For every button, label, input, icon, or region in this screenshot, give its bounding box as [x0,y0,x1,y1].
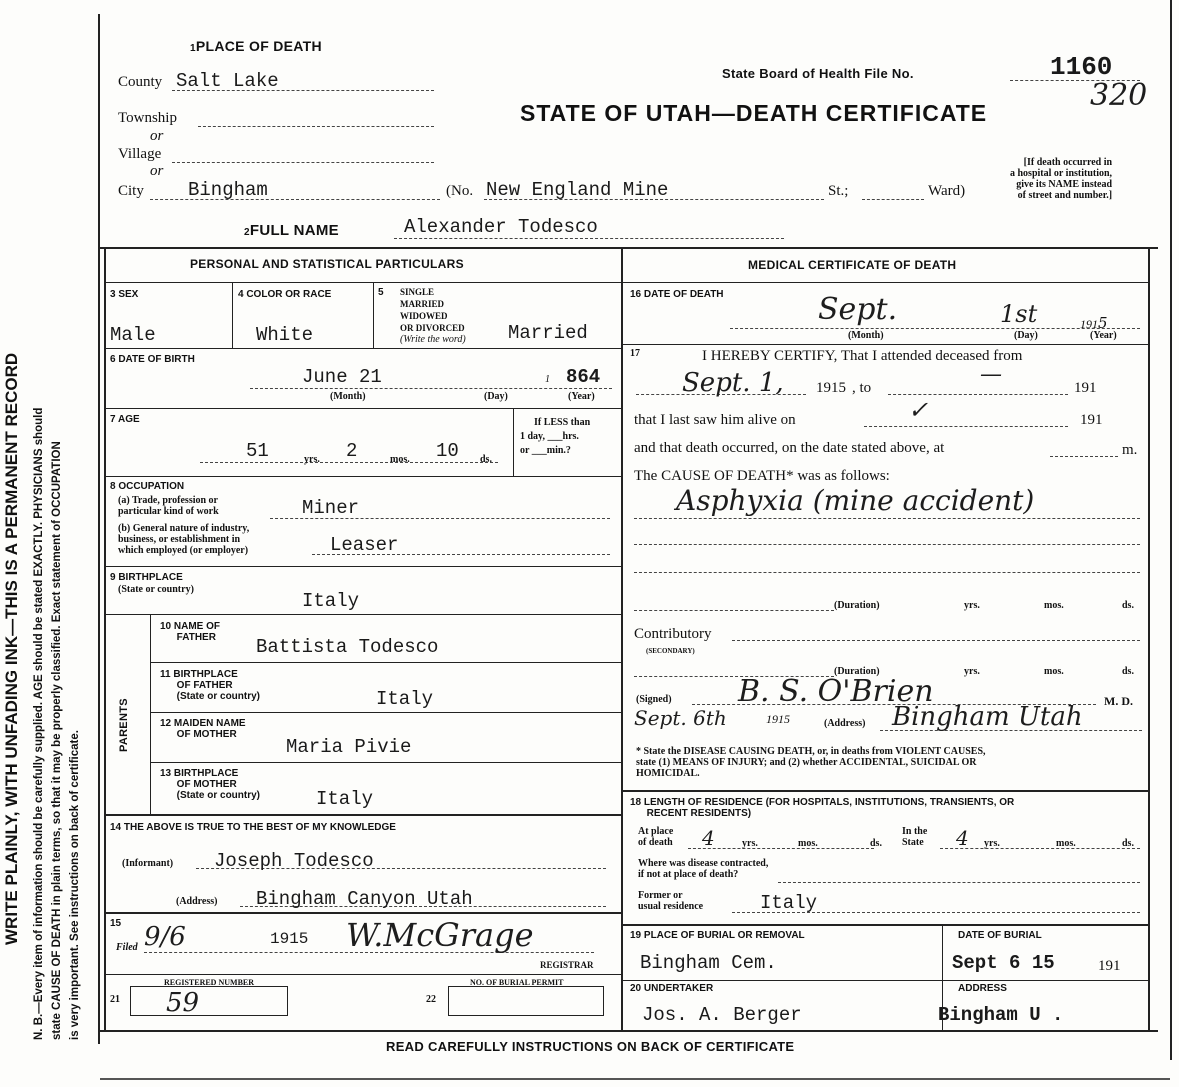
former-residence-value: Italy [760,892,818,914]
dob-day-caption: (Day) [484,391,508,402]
burial-date-year: 191 [1098,958,1121,974]
registrar-label: REGISTRAR [540,960,594,970]
burial-permit-label: NO. OF BURIAL PERMIT [470,978,564,987]
side-note-3: is very important. See instructions on back of certificate. [69,730,81,1040]
dod-year-caption: (Year) [1090,330,1117,341]
dod-label: 16 DATE OF DEATH [630,289,724,300]
registered-number-label: REGISTERED NUMBER [164,978,255,987]
at-place-yrs-cap: yrs. [742,838,758,849]
at-place-label: At place of death [638,826,674,848]
filed-label: Filed [116,942,138,953]
age-months: 2 [346,440,358,462]
side-warning: WRITE PLAINLY, WITH UNFADING INK—THIS IS A PERMANENT RECORD [2,352,21,945]
city-label: City [118,183,144,199]
last-saw-value: ✓ [908,396,929,424]
dob-year: 864 [566,366,601,388]
file-no-label: State Board of Health File No. [722,66,914,81]
or-label-2: or [150,163,164,179]
contracted-label: Where was disease contracted, if not at place of death? [638,858,769,880]
informant-label: (Informant) [122,858,174,869]
at-place-years: 4 [702,826,715,850]
duration-ds-1: ds. [1122,600,1134,611]
burial-place-label: 19 PLACE OF BURIAL OR REMOVAL [630,930,805,941]
village-label: Village [118,146,162,162]
to-year: 191 [1074,380,1097,396]
side-note-2: state CAUSE OF DEATH in plain terms, so that it may be properly classified. Exact statement of OCCUPATION [51,441,63,1040]
duration-ds-2: ds. [1122,666,1134,677]
medical-section-title: MEDICAL CERTIFICATE OF DEATH [748,258,957,272]
cause-label: The CAUSE OF DEATH* was as follows: [634,468,890,484]
color-value: White [256,324,314,346]
from-year: 1915 [816,380,846,396]
marital-options: SINGLE MARRIED WIDOWED OR DIVORCED [400,287,465,333]
attended-to: — [980,362,1002,387]
father-name-label: 10 NAME OF FATHER [160,621,221,643]
township-label: Township [118,110,177,126]
or-label-1: or [150,128,164,144]
dob-year-caption: (Year) [568,391,595,402]
hospital-note: [If death occurred in a hospital or institution, give its NAME instead of street and number.] [1010,157,1113,201]
marital-num: 5 [378,287,384,298]
duration-label-1: (Duration) [834,600,880,611]
in-state-label: In the State [902,826,928,848]
at-place-mos-cap: mos. [798,838,818,849]
occupation-a-value: Miner [302,497,360,519]
yrs-caption: yrs. [304,454,320,465]
dod-year: 1915 [1080,314,1108,332]
age-years: 51 [246,440,269,462]
birthplace-label: 9 BIRTHPLACE [110,572,183,583]
occupation-a-label: (a) Trade, profession or particular kind of work [118,495,219,517]
side-note-1: N. B.—Every item of information should be carefully supplied. AGE should be stated EXACTLY. PHYSICIANS should [33,407,45,1040]
less-than-day: If LESS than 1 day, ___hrs. or ___min.? [520,417,591,456]
burial-date-label: DATE OF BURIAL [958,930,1042,941]
table-top-border [98,247,1158,249]
street-value: New England Mine [486,179,669,201]
signed-date: Sept. 6th [634,706,727,730]
parents-label: PARENTS [118,698,130,752]
cause-value: Asphyxia (mine accident) [676,484,1035,517]
undertaker-address-value: Bingham U . [938,1004,1064,1026]
occupation-b-label: (b) General nature of industry, business, or establishment in which employed (or employer) [118,523,250,556]
dod-day: 1st [1000,300,1038,328]
ward-label: Ward) [928,183,966,199]
right-border [1170,0,1172,1060]
dod-day-caption: (Day) [1014,330,1038,341]
burial-place-value: Bingham Cem. [640,952,777,974]
father-birthplace-value: Italy [376,688,434,710]
filed-num: 15 [110,918,122,929]
stamp-number: 320 [1090,78,1148,113]
secondary-label: (SECONDARY) [646,647,695,655]
registrar-signature: W.McGrage [346,916,534,954]
father-birthplace-label: 11 BIRTHPLACE OF FATHER (State or country) [160,669,261,702]
duration-yrs-2: yrs. [964,666,980,677]
above-true-label: 14 THE ABOVE IS TRUE TO THE BEST OF MY KNOWLEDGE [110,822,396,833]
filed-date: 9/6 [144,922,186,952]
undertaker-label: 20 UNDERTAKER [630,983,714,994]
full-name-value: Alexander Todesco [404,216,598,238]
dob-month-caption: (Month) [330,391,366,402]
signed-address-value: Bingham Utah [892,702,1083,732]
dob-label: 6 DATE OF BIRTH [110,354,195,365]
duration-yrs-1: yrs. [964,600,980,611]
birthplace-sub: (State or country) [118,584,194,595]
former-residence-label: Former or usual residence [638,890,704,912]
residence-label: 18 LENGTH OF RESIDENCE (FOR HOSPITALS, INSTITUTIONS, TRANSIENTS, OR RECENT RESIDENTS) [630,797,1015,819]
marital-write-label: (Write the word) [400,334,466,345]
filed-year: 1915 [270,930,309,948]
last-saw-label: that I last saw him alive on [634,412,796,428]
at-place-ds-cap: ds. [870,838,882,849]
informant-value: Joseph Todesco [214,850,374,872]
place-of-death-heading: 1PLACE OF DEATH [190,38,322,54]
m-label: m. [1122,442,1138,458]
undertaker-value: Jos. A. Berger [642,1004,802,1026]
marital-value: Married [508,322,588,344]
file-number: 1160 [1050,52,1113,82]
mother-name-value: Maria Pivie [286,736,412,758]
in-state-ds-cap: ds. [1122,838,1134,849]
footer-instructions: READ CAREFULLY INSTRUCTIONS ON BACK OF CERTIFICATE [386,1039,795,1054]
dod-month-caption: (Month) [848,330,884,341]
in-state-yrs-cap: yrs. [984,838,1000,849]
county-value: Salt Lake [176,70,279,92]
table-bottom-border [98,1030,1158,1032]
signed-address-label: (Address) [824,718,866,729]
certificate-title: STATE OF UTAH—DEATH CERTIFICATE [520,100,988,126]
signed-value: B. S. O'Brien [738,674,934,709]
full-name-label: 2FULL NAME [244,222,339,239]
sex-value: Male [110,324,156,346]
birthplace-value: Italy [302,590,360,612]
informant-address-label: (Address) [176,896,218,907]
dob-year-prefix: 1 [545,374,550,385]
in-state-years: 4 [956,826,969,850]
duration-mos-1: mos. [1044,600,1064,611]
last-saw-year: 191 [1080,412,1103,428]
mos-caption: mos. [390,454,410,465]
in-state-mos-cap: mos. [1056,838,1076,849]
contributory-label: Contributory [634,626,712,642]
city-value: Bingham [188,179,268,201]
mother-birthplace-value: Italy [316,788,374,810]
death-occurred-label: and that death occurred, on the date stated above, at [634,440,945,456]
mother-name-label: 12 MAIDEN NAME OF MOTHER [160,718,246,740]
age-label: 7 AGE [110,414,140,425]
informant-address-value: Bingham Canyon Utah [256,888,473,910]
signed-year: 1915 [766,712,790,726]
duration-mos-2: mos. [1044,666,1064,677]
ds-caption: ds. [480,454,492,465]
undertaker-address-label: ADDRESS [958,983,1007,994]
burial-permit-index: 22 [426,994,436,1005]
dod-month: Sept. [818,292,898,327]
footnote: * State the DISEASE CAUSING DEATH, or, in deaths from VIOLENT CAUSES, state (1) MEANS OF INJURY; and (2) whether ACCIDENTAL, SUICIDAL OR HOMICIDAL. [636,746,986,779]
father-name-value: Battista Todesco [256,636,439,658]
color-label: 4 COLOR OR RACE [238,289,332,300]
dob-value: June 21 [302,366,382,388]
certify-text: I HEREBY CERTIFY, That I attended deceased from [702,348,1023,364]
st-label: St.; [828,183,849,199]
county-label: County [118,74,163,90]
age-days: 10 [436,440,459,462]
registered-number-box [130,986,288,1016]
table-center-divider [621,247,623,1030]
no-label: (No. [446,183,474,199]
md-label: M. D. [1104,694,1133,708]
table-right-border [1148,247,1150,1030]
registered-number-value: 59 [166,988,200,1018]
occupation-label: 8 OCCUPATION [110,481,185,492]
burial-permit-box [448,986,604,1016]
personal-section-title: PERSONAL AND STATISTICAL PARTICULARS [190,257,464,271]
registered-number-index: 21 [110,994,120,1005]
occupation-b-value: Leaser [330,534,399,556]
burial-date-value: Sept 6 15 [952,952,1055,974]
duration-label-2: (Duration) [834,666,880,677]
to-label: , to [852,380,872,396]
certify-num: 17 [630,348,640,359]
sex-label: 3 SEX [110,289,139,300]
mother-birthplace-label: 13 BIRTHPLACE OF MOTHER (State or country) [160,768,261,801]
signed-label: (Signed) [636,694,672,705]
left-border [98,14,100,1044]
attended-from: Sept. 1, [682,368,784,398]
